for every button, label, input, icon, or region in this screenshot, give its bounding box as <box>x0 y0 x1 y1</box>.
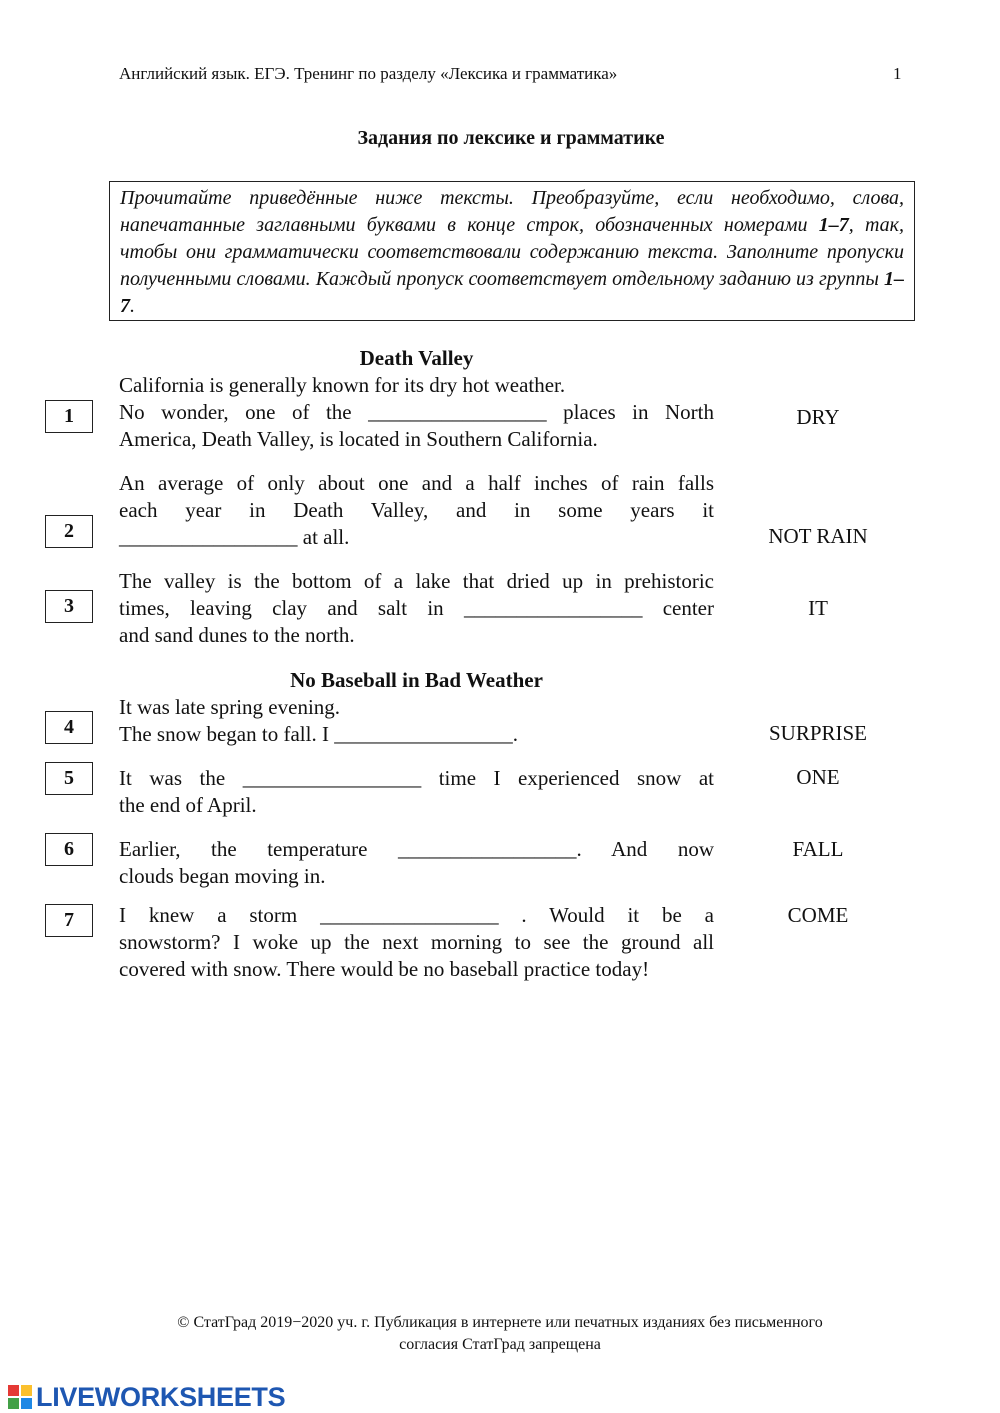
task-5-text: It was the _________________ time I experienced snow at the end of April. <box>119 766 714 817</box>
task-3-text: The valley is the bottom of a lake that dried up in prehistoric times, leaving clay and salt in _________________ center and sand dunes to the north. <box>119 569 714 647</box>
task-keyword: DRY <box>796 405 840 429</box>
task-keyword: NOT RAIN <box>768 524 868 548</box>
task-7-text: I knew a storm _________________ . Would it be a snowstorm? I woke up the next morning to see the ground all covered with snow. There would be no baseball practice today! <box>119 903 715 981</box>
task-number-box: 5 <box>45 762 93 795</box>
document-header-title: Английский язык. ЕГЭ. Тренинг по разделу «Лексика и грамматика» <box>119 64 618 83</box>
story-intro: It was late spring evening. <box>119 695 341 719</box>
task-keyword: SURPRISE <box>768 721 868 745</box>
liveworksheets-brand[interactable] <box>8 1382 285 1413</box>
story-title-death-valley: Death Valley <box>359 346 474 370</box>
task-number-box: 2 <box>45 515 93 548</box>
copyright-footer: © СтатГрад 2019−2020 уч. г. Публикация в интернете или печатных изданиях без письменного согласия СтатГрад запрещена <box>177 1314 823 1353</box>
answer-blank[interactable]: _________________ <box>119 525 298 549</box>
answer-blank[interactable]: _________________ <box>398 837 577 861</box>
instructions-text: Прочитайте приведённые ниже тексты. Преобразуйте, если необходимо, слова, напечатанные заглавными буквами в конце строк, обозначенных номерами <box>120 187 904 236</box>
task-number-box: 1 <box>45 400 93 433</box>
task-range: 1–7 <box>818 214 849 236</box>
answer-blank[interactable]: _________________ <box>463 596 643 620</box>
task-6-text: Earlier, the temperature _________________. And now clouds began moving in. <box>119 837 714 888</box>
task-1-text: No wonder, one of the _________________ places in North America, Death Valley, is located in Southern California. <box>119 400 715 451</box>
task-2-text: An average of only about one and a half inches of rain falls each year in Death Valley, and in some years it _________________ at all. <box>119 471 714 549</box>
story-title-no-baseball: No Baseball in Bad Weather <box>290 668 543 692</box>
story-intro: California is generally known for its dry hot weather. <box>119 373 566 397</box>
liveworksheets-logo-icon <box>8 1385 34 1411</box>
page-number: 1 <box>893 64 902 83</box>
answer-blank[interactable]: _________________ <box>368 400 547 424</box>
task-number-box: 3 <box>45 590 93 623</box>
task-keyword: IT <box>808 596 828 620</box>
task-keyword: COME <box>787 903 849 927</box>
section-title: Задания по лексике и грамматике <box>357 127 665 149</box>
instructions-text: , так, чтобы они грамматически соответствовали содержанию текста. Заполните пропуски полученными словами. Каждый пропуск соответствует отдельному заданию из группы <box>120 214 904 290</box>
task-number-box: 7 <box>45 904 93 937</box>
task-range: 1–7 <box>120 268 904 317</box>
task-keyword: ONE <box>796 765 840 789</box>
answer-blank[interactable]: _________________ <box>334 722 513 746</box>
brand-name: LIVEWORKSHEETS <box>36 1382 286 1412</box>
instructions-box: Прочитайте приведённые ниже тексты. Преобразуйте, если необходимо, слова, напечатанные заглавными буквами в конце строк, обозначенных номерами 1–7, так, чтобы они грамматически соответствовали содержанию текста. Заполните пропуски полученными словами. Каждый пропуск соответствует отдельному заданию из группы 1–7. <box>109 181 915 321</box>
answer-blank[interactable]: _________________ <box>320 903 499 927</box>
answer-blank[interactable]: _________________ <box>242 766 422 790</box>
task-keyword: FALL <box>792 837 844 861</box>
task-number-box: 6 <box>45 833 93 866</box>
task-number-box: 4 <box>45 711 93 744</box>
task-4-text: The snow began to fall. I _________________. <box>119 722 518 746</box>
